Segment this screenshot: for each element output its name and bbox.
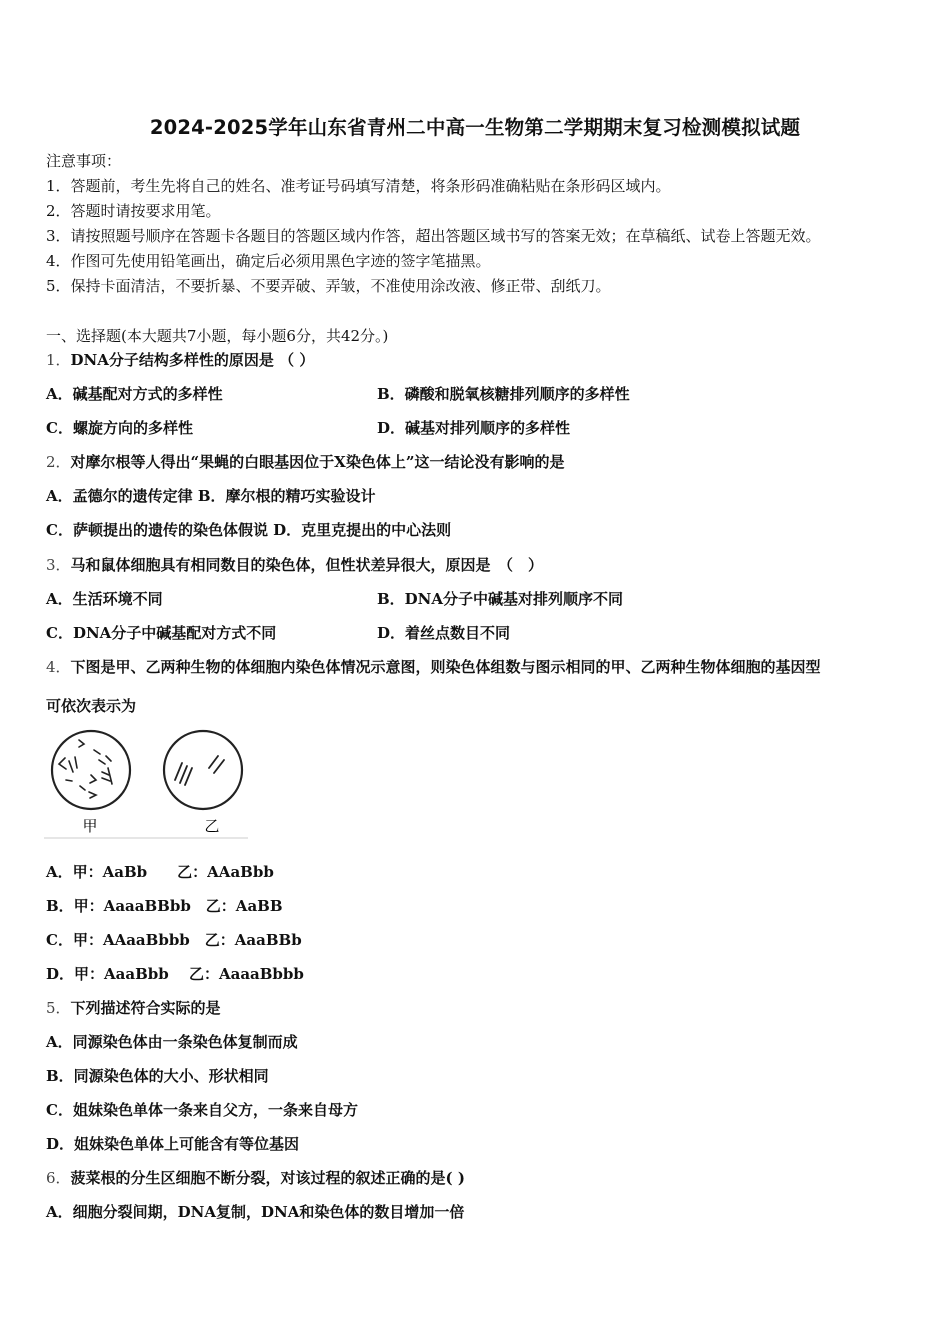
- option-ab: A．孟德尔的遗传定律 B．摩尔根的精巧实验设计: [46, 487, 376, 505]
- option-d: D．姐妹染色单体上可能含有等位基因: [46, 1135, 300, 1153]
- question-6: [46, 1168, 465, 1188]
- option-c: C．螺旋方向的多样性: [46, 419, 193, 437]
- option-a: A．甲：AaBb 乙：AAaBbb: [46, 863, 274, 881]
- option-a: A．碱基配对方式的多样性: [46, 385, 223, 403]
- cell-yi-outline: [164, 731, 242, 809]
- question-3: [46, 555, 543, 575]
- option-c: C．姐妹染色单体一条来自父方，一条来自母方: [46, 1101, 358, 1119]
- label-jia: 甲: [82, 817, 98, 835]
- question-number: 5．: [46, 999, 71, 1017]
- question-2: [46, 452, 564, 472]
- chromosome-figure: [44, 728, 248, 840]
- option-a: A．细胞分裂间期，DNA复制，DNA和染色体的数目增加一倍: [46, 1203, 465, 1221]
- option-c: C．甲：AAaaBbbb 乙：AaaBBb: [46, 931, 302, 949]
- option-a: A．生活环境不同: [46, 590, 163, 608]
- question-stem: 对摩尔根等人得出“果蝇的白眼基因位于X染色体上”这一结论没有影响的是: [70, 453, 565, 471]
- notice-item: 4．作图可先使用铅笔画出，确定后必须用黑色字迹的签字笔描黑。: [46, 252, 491, 270]
- cell-yi-chromosomes: [175, 756, 224, 785]
- question-stem: 下列描述符合实际的是: [70, 999, 221, 1017]
- option-b: B．甲：AaaaBBbb 乙：AaBB: [46, 897, 283, 915]
- option-d: D．甲：AaaBbb 乙：AaaaBbbb: [46, 965, 304, 983]
- option-d: D．碱基对排列顺序的多样性: [377, 419, 571, 437]
- question-4: [46, 657, 821, 677]
- exam-title: 2024-2025学年山东省青州二中高一生物第二学期期末复习检测模拟试题: [149, 116, 801, 139]
- option-b: B．DNA分子中碱基对排列顺序不同: [377, 590, 624, 608]
- question-number: 3．: [46, 556, 71, 574]
- question-stem: 菠菜根的分生区细胞不断分裂，对该过程的叙述正确的是( ): [70, 1169, 465, 1187]
- question-5: [46, 998, 221, 1018]
- question-number: 4．: [46, 658, 71, 676]
- option-c: C．DNA分子中碱基配对方式不同: [46, 624, 277, 642]
- chromosome-diagram: [44, 728, 248, 840]
- notice-item: 2．答题时请按要求用笔。: [46, 202, 221, 220]
- notice-heading: 注意事项：: [46, 152, 122, 170]
- option-d: D．着丝点数目不同: [377, 624, 511, 642]
- question-number: 2．: [46, 453, 71, 471]
- question-stem: 马和鼠体细胞具有相同数目的染色体，但性状差异很大，原因是 （ ）: [70, 556, 544, 574]
- notice-item: 3．请按照题号顺序在答题卡各题目的答题区域内作答，超出答题区域书写的答案无效；在草稿纸、试卷上答题无效。: [46, 227, 821, 245]
- question-1: [46, 350, 314, 370]
- option-a: A．同源染色体由一条染色体复制而成: [46, 1033, 298, 1051]
- option-b: B．磷酸和脱氧核糖排列顺序的多样性: [377, 385, 630, 403]
- notice-item: 5．保持卡面清洁，不要折暴、不要弄破、弄皱，不准使用涂改液、修正带、刮纸刀。: [46, 277, 611, 295]
- cell-jia-chromosomes: [59, 740, 112, 798]
- notice-item: 1．答题前，考生先将自己的姓名、准考证号码填写清楚，将条形码准确粘贴在条形码区域内。: [46, 177, 671, 195]
- option-cd: C．萨顿提出的遗传的染色体假说 D．克里克提出的中心法则: [46, 521, 452, 539]
- question-stem-continued: 可依次表示为: [46, 697, 137, 715]
- question-number: 1．: [46, 351, 71, 369]
- option-b: B．同源染色体的大小、形状相同: [46, 1067, 269, 1085]
- label-yi: 乙: [204, 817, 220, 835]
- question-stem: DNA分子结构多样性的原因是 （ ）: [70, 351, 315, 369]
- question-stem: 下图是甲、乙两种生物的体细胞内染色体情况示意图，则染色体组数与图示相同的甲、乙两种生物体细胞的基因型: [70, 658, 821, 676]
- question-number: 6．: [46, 1169, 71, 1187]
- section-heading: 一、选择题(本大题共7小题，每小题6分，共42分。): [46, 327, 389, 345]
